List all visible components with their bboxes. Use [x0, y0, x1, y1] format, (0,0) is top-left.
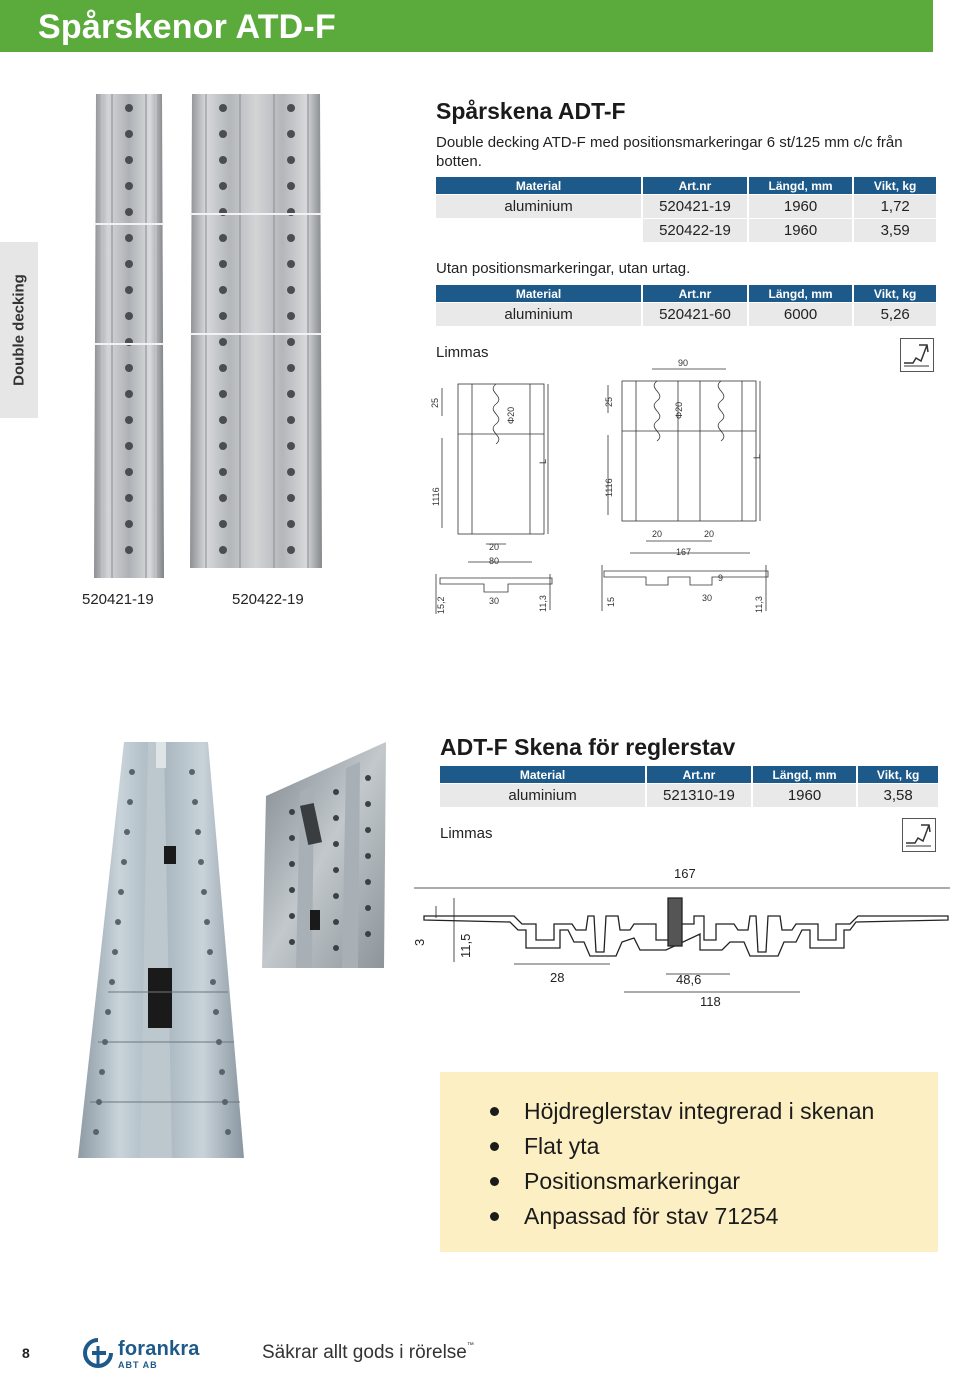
drawing-dim: 9	[718, 573, 724, 583]
table-cell: 3,58	[858, 784, 938, 807]
feature-item	[490, 1133, 874, 1168]
drawing-dim: 25	[430, 397, 440, 408]
logo-sub-text: ABT AB	[118, 1360, 158, 1370]
feature-item	[490, 1168, 874, 1203]
table-cell: 6000	[749, 303, 853, 326]
bullet-icon	[490, 1177, 499, 1186]
limmas-label-2: Limmas	[440, 825, 493, 842]
table-cell	[436, 219, 641, 242]
column-header: Vikt, kg	[858, 766, 938, 783]
drawing-dim: 1116	[431, 487, 441, 506]
table-cell: 5,26	[854, 303, 936, 326]
column-header: Material	[440, 766, 645, 783]
table-row	[440, 784, 938, 807]
table-row	[436, 195, 936, 218]
feature-item	[490, 1098, 874, 1133]
technical-drawing-right	[600, 355, 772, 617]
drawing-dim: 30	[489, 596, 500, 606]
feature-text: Positionsmarkeringar	[524, 1168, 741, 1194]
table-row	[436, 219, 936, 242]
photo-caption-1: 520421-19	[82, 591, 154, 608]
feature-text: Anpassad för stav 71254	[524, 1203, 779, 1229]
drawing-dim: L	[752, 453, 762, 459]
page-title: Spårskenor ATD-F	[38, 8, 336, 46]
spec-table-2	[434, 284, 938, 327]
column-header: Längd, mm	[749, 177, 853, 194]
column-header: Art.nr	[647, 766, 751, 783]
profile-dim: 3	[412, 938, 427, 946]
table-header-row	[440, 766, 938, 783]
page-number: 8	[22, 1345, 30, 1361]
section1-note: Utan positionsmarkeringar, utan urtag.	[436, 260, 691, 277]
table-cell: 1960	[753, 784, 857, 807]
drawing-dim: 25	[604, 396, 614, 407]
footer-slogan	[262, 1342, 474, 1364]
table-cell: 3,59	[854, 219, 936, 242]
profile-dim: 167	[674, 866, 696, 881]
table-header-row	[436, 285, 936, 302]
table-cell: aluminium	[436, 195, 641, 218]
column-header: Vikt, kg	[854, 177, 936, 194]
drawing-dim: L	[538, 458, 548, 464]
photo-caption-2: 520422-19	[232, 591, 304, 608]
table-row	[436, 303, 936, 326]
table-cell: 1,72	[854, 195, 936, 218]
section1-description: Double decking ATD-F med positionsmarkeringar 6 st/125 mm c/c från botten.	[436, 134, 903, 170]
column-header: Längd, mm	[749, 285, 853, 302]
glue-icon	[902, 818, 936, 852]
column-header: Art.nr	[643, 285, 747, 302]
drawing-dim: 15	[606, 596, 616, 607]
logo-brand-text: forankra	[118, 1338, 200, 1360]
drawing-dim: 80	[489, 556, 500, 566]
spec-table-3	[438, 765, 940, 808]
drawing-dim: 11,3	[754, 596, 764, 613]
feature-text: Flat yta	[524, 1133, 600, 1159]
rail-photo-520422-19	[190, 94, 324, 568]
bullet-icon	[490, 1212, 499, 1221]
drawing-dim: 90	[678, 358, 689, 368]
column-header: Material	[436, 177, 641, 194]
side-tab-label: Double decking	[10, 274, 28, 386]
table-cell: 1960	[749, 195, 853, 218]
logo-mark-icon	[82, 1338, 114, 1368]
table-cell: 520421-60	[643, 303, 747, 326]
rail-photo-reglerstav-long	[78, 742, 246, 1158]
rail-photo-reglerstav-closeup	[262, 742, 388, 970]
drawing-dim: 11,3	[538, 595, 548, 612]
drawing-dim: 20	[652, 529, 663, 539]
forankra-logo[interactable]	[82, 1338, 222, 1370]
spec-table-1	[434, 176, 938, 243]
page-header	[0, 0, 933, 52]
drawing-dim: 20	[704, 529, 715, 539]
drawing-dim: 30	[702, 593, 713, 603]
table-cell: 521310-19	[647, 784, 751, 807]
table-cell: aluminium	[440, 784, 645, 807]
feature-item	[490, 1203, 874, 1238]
column-header: Vikt, kg	[854, 285, 936, 302]
features-list	[490, 1098, 874, 1238]
profile-dim: 118	[700, 994, 721, 1009]
column-header: Art.nr	[643, 177, 747, 194]
column-header: Material	[436, 285, 641, 302]
trademark-symbol: ™	[466, 1342, 474, 1349]
rail-photo-520421-19	[92, 94, 166, 578]
drawing-dim: 15,2	[436, 596, 446, 614]
section1-title: Spårskena ADT-F	[436, 98, 626, 124]
bullet-icon	[490, 1142, 499, 1151]
profile-dim: 28	[550, 970, 565, 985]
profile-dim: 11,5	[458, 933, 473, 958]
section2-title: ADT-F Skena för reglerstav	[440, 734, 736, 760]
side-tab[interactable]	[0, 242, 38, 418]
drawing-dim: 20	[489, 542, 500, 552]
glue-icon	[900, 338, 934, 372]
drawing-dim: Φ20	[506, 406, 516, 424]
drawing-dim: Φ20	[674, 401, 684, 419]
slogan-text: Säkrar allt gods i rörelse	[262, 1342, 467, 1363]
feature-text: Höjdreglerstav integrerad i skenan	[524, 1098, 875, 1124]
profile-drawing	[404, 858, 956, 1026]
drawing-dim: 167	[676, 547, 692, 557]
profile-dim: 48,6	[676, 972, 702, 987]
column-header: Längd, mm	[753, 766, 857, 783]
features-box	[440, 1072, 938, 1252]
table-cell: aluminium	[436, 303, 641, 326]
table-header-row	[436, 177, 936, 194]
table-cell: 520422-19	[643, 219, 747, 242]
bullet-icon	[490, 1107, 499, 1116]
limmas-label-1: Limmas	[436, 344, 489, 361]
technical-drawing-left	[432, 378, 556, 618]
table-cell: 1960	[749, 219, 853, 242]
table-cell: 520421-19	[643, 195, 747, 218]
drawing-dim: 1116	[604, 478, 614, 497]
